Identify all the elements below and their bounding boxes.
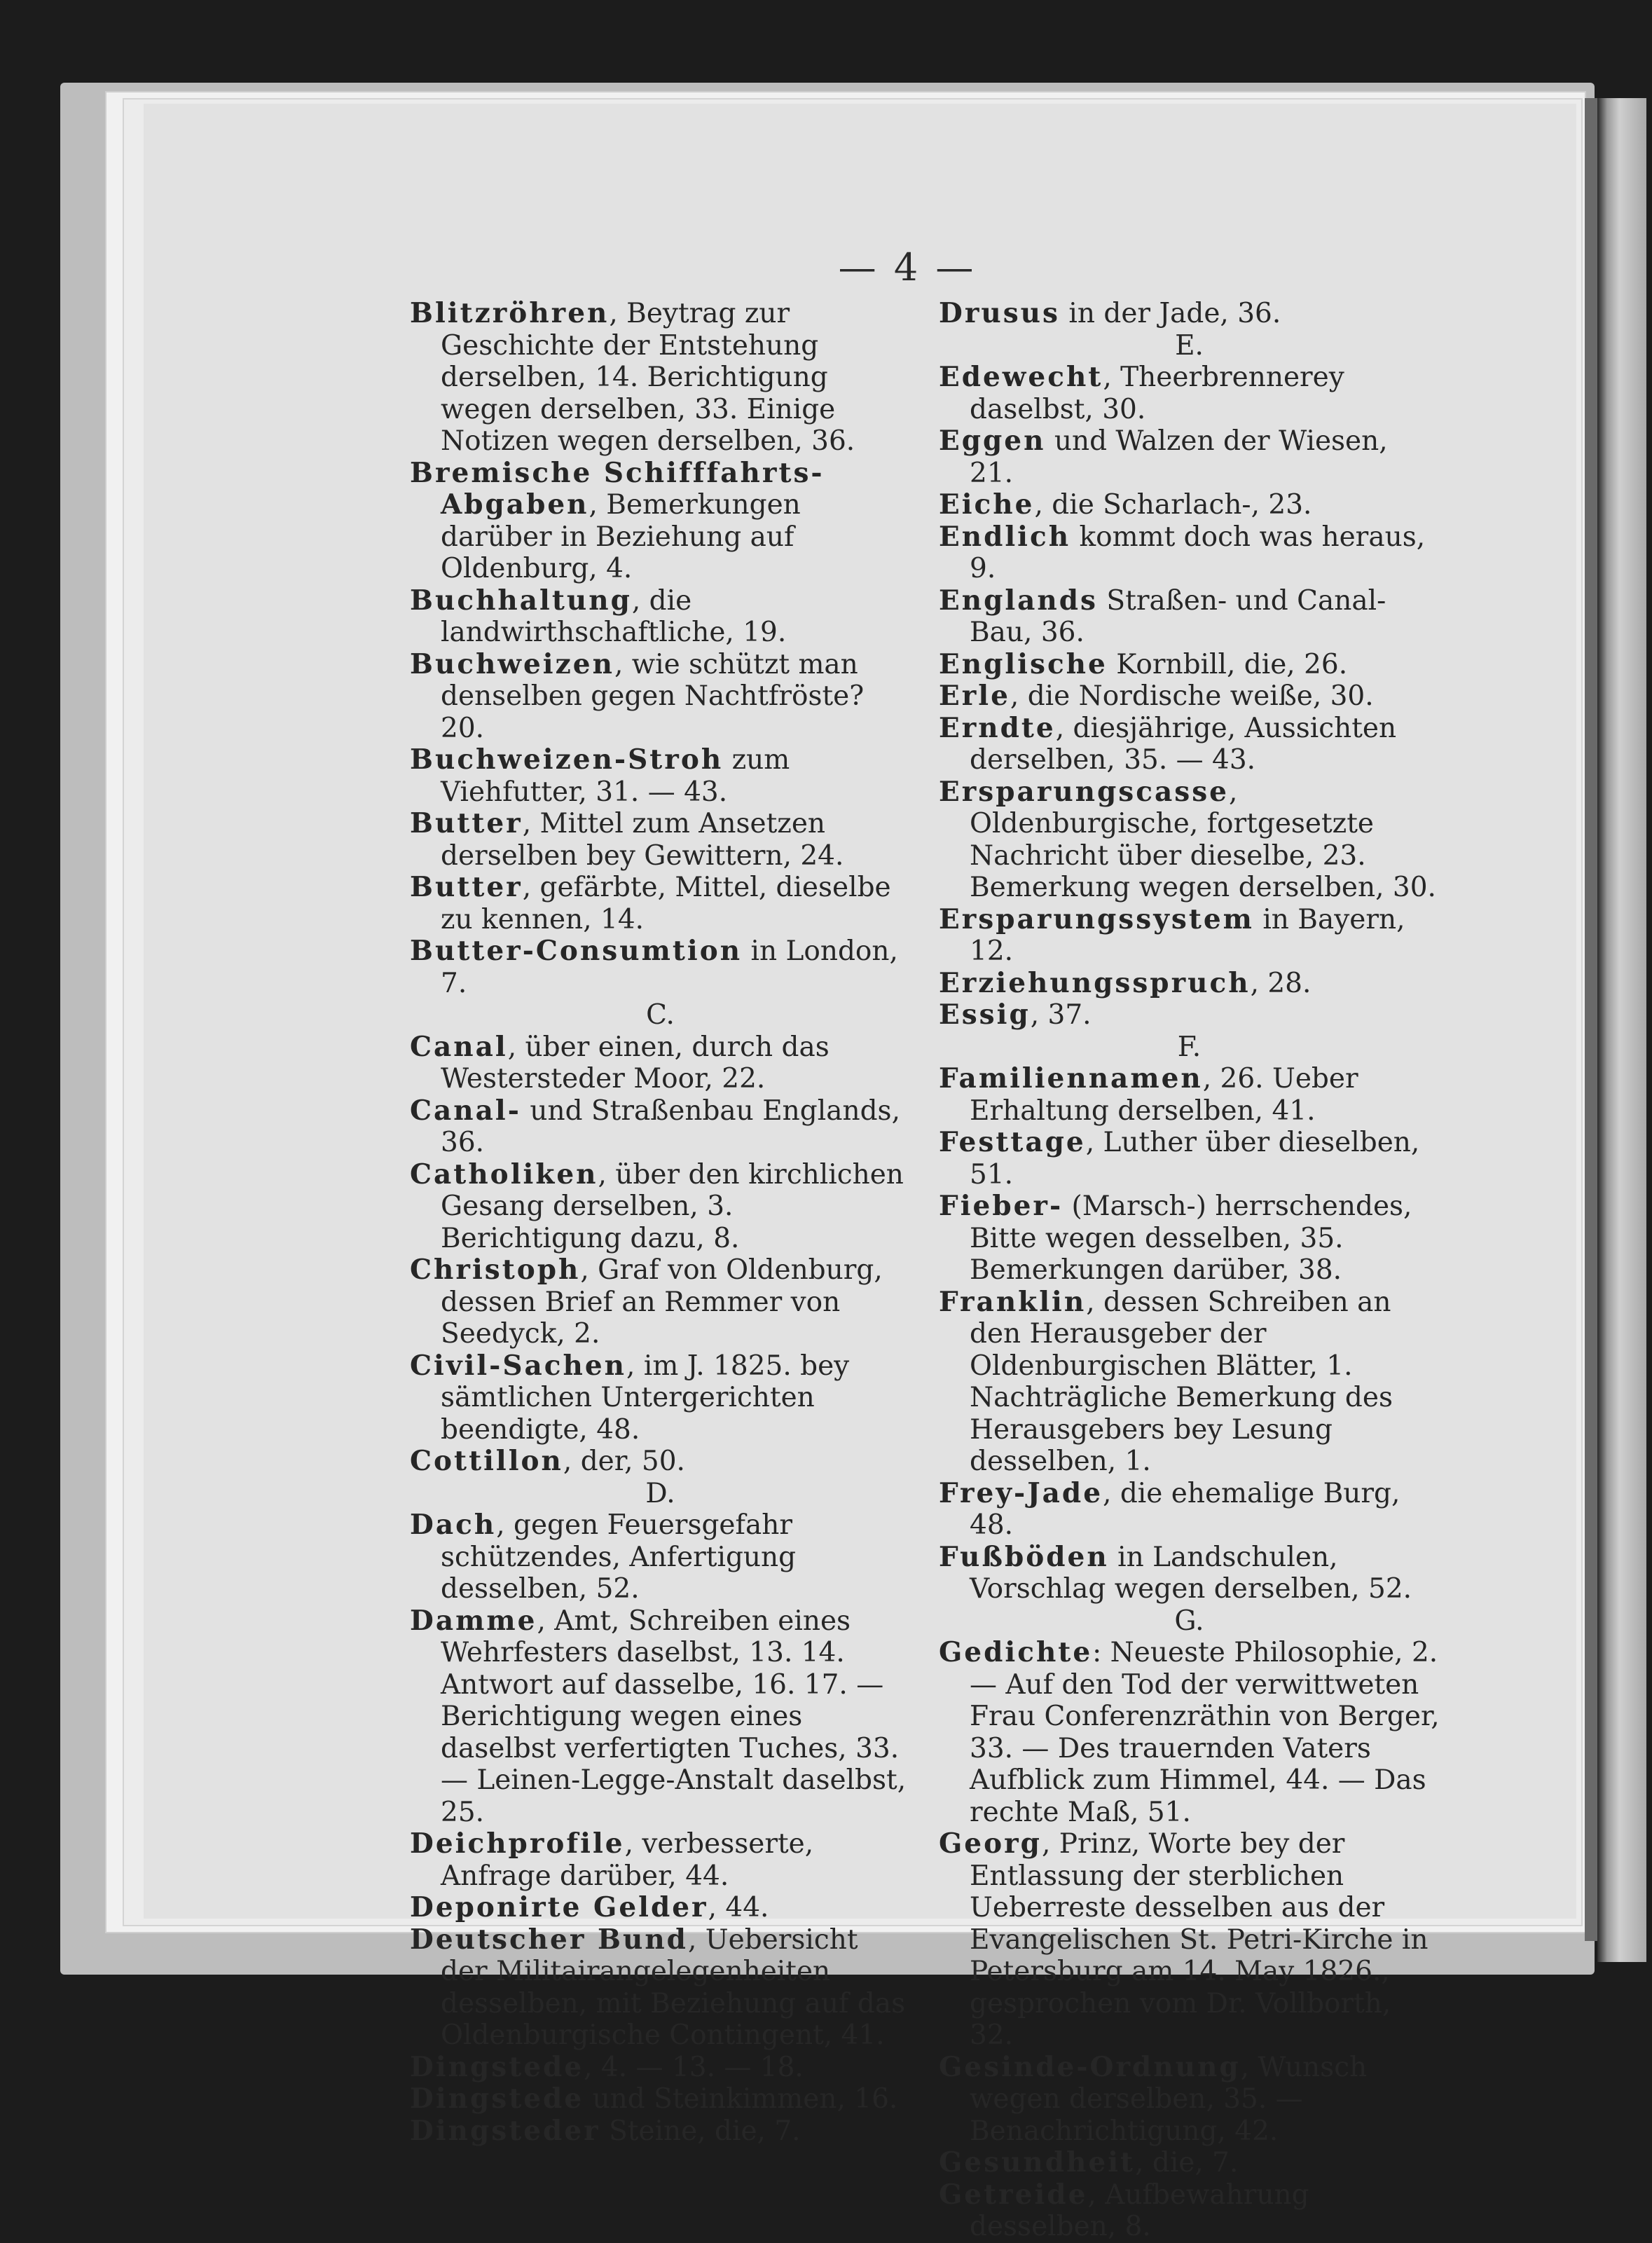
entry-text: , 4. — 13. — 18.	[584, 2051, 804, 2083]
index-entry	[939, 2147, 1440, 2179]
section-letter: E.	[1175, 329, 1204, 362]
index-entry	[410, 1254, 911, 1350]
index-entry	[410, 2083, 911, 2115]
entry-headword: Ersparungssystem	[939, 903, 1254, 935]
index-entry	[939, 521, 1440, 585]
index-entry	[410, 2052, 911, 2084]
entry-text: in Bayern, 12.	[970, 903, 1405, 967]
entry-headword: Dingstede	[410, 2083, 584, 2115]
entry-text: und Steinkimmen, 16.	[584, 2083, 898, 2115]
entry-headword: Erle	[939, 680, 1010, 712]
entry-headword: Franklin	[939, 1285, 1087, 1318]
index-entry	[939, 1478, 1440, 1542]
entry-text: Kornbill, die, 26.	[1107, 648, 1348, 680]
entry-text: , Amt, Schreiben eines Wehrfesters daselbst, 13. 14. Antwort auf dasselbe, 16. 17. — Berichtigung wegen eines daselbst verfertigten Tuches, 33. — Leinen-Legge-Anstalt daselbst, 25.	[441, 1605, 907, 1828]
index-entry	[410, 585, 911, 649]
entry-text: , Graf von Oldenburg, dessen Brief an Remmer von Seedyck, 2.	[441, 1254, 883, 1350]
index-entry	[410, 1605, 911, 1829]
entry-headword: Frey-Jade	[939, 1476, 1103, 1509]
section-letter: C.	[646, 999, 675, 1031]
index-entry	[939, 585, 1440, 649]
entry-text: , diesjährige, Aussichten derselben, 35. — 43.	[970, 712, 1397, 776]
entry-text: , Wunsch wegen derselben, 35. — Benachrichtigung, 42.	[970, 2051, 1368, 2147]
index-entry	[410, 2115, 911, 2148]
entry-headword: Eggen	[939, 425, 1046, 457]
entry-text: Straßen- und Canal-Bau, 36.	[970, 584, 1386, 648]
page-number: — 4 —	[838, 245, 977, 289]
entry-text: , gegen Feuersgefahr schützendes, Anfertigung desselben, 52.	[441, 1509, 797, 1605]
index-entry	[939, 968, 1440, 1000]
section-letter: D.	[645, 1477, 675, 1509]
index-entry	[410, 1159, 911, 1255]
entry-text: , Uebersicht der Militairangelegenheiten desselben, mit Beziehung auf das Oldenburgische Contingent, 41.	[441, 1923, 906, 2051]
entry-headword: Ersparungscasse	[939, 775, 1229, 808]
entry-headword: Canal	[410, 1030, 508, 1063]
entry-text: , 26. Ueber Erhaltung derselben, 41.	[970, 1063, 1358, 1127]
entry-text: zum Viehfutter, 31. — 43.	[441, 744, 790, 808]
entry-headword: Catholiken	[410, 1158, 598, 1191]
entry-text: , gefärbte, Mittel, dieselbe zu kennen, 14.	[441, 872, 891, 935]
entry-headword: Butter	[410, 871, 523, 903]
facing-page-edge	[1597, 98, 1646, 1962]
index-entry	[939, 1828, 1440, 2052]
index-entry	[939, 680, 1440, 713]
entry-text: , 28.	[1250, 967, 1312, 999]
index-entry	[939, 1287, 1440, 1478]
index-entry	[939, 1127, 1440, 1191]
entry-text: , Theerbrennerey daselbst, 30.	[970, 362, 1344, 425]
entry-headword: Dach	[410, 1509, 497, 1541]
index-entry	[939, 1063, 1440, 1127]
entry-text: Steine, die, 7.	[600, 2115, 801, 2147]
index-entry	[939, 425, 1440, 489]
index-column-left	[410, 298, 911, 2147]
entry-text: in Landschulen, Vorschlag wegen derselben, 52.	[970, 1541, 1412, 1605]
entry-text: , im J. 1825. bey sämtlichen Untergerichten beendigte, 48.	[441, 1350, 850, 1446]
entry-text: , die, 7.	[1135, 2147, 1239, 2179]
entry-headword: Englands	[939, 584, 1099, 617]
entry-text: und Straßenbau Englands, 36.	[441, 1095, 900, 1158]
entry-headword: Dingstede	[410, 2050, 584, 2083]
entry-headword: Buchweizen	[410, 647, 614, 680]
index-entry	[410, 808, 911, 872]
index-entry	[410, 1828, 911, 1892]
index-entry	[410, 649, 911, 745]
entry-headword: Erndte	[939, 711, 1056, 744]
entry-text: , der, 50.	[563, 1446, 685, 1477]
index-entry	[939, 1637, 1440, 1828]
entry-headword: Butter-Consumtion	[410, 935, 743, 967]
entry-headword: Buchweizen-Stroh	[410, 743, 724, 776]
entry-headword: Gedichte	[939, 1636, 1093, 1668]
index-entry	[410, 935, 911, 999]
entry-headword: Gesundheit	[939, 2146, 1136, 2179]
entry-headword: Fieber-	[939, 1190, 1064, 1222]
entry-text: und Walzen der Wiesen, 21.	[970, 425, 1388, 489]
index-entry	[410, 1031, 911, 1095]
entry-text: , Oldenburgische, fortgesetzte Nachricht über dieselbe, 23. Bemerkung wegen derselben, 30.	[970, 776, 1436, 903]
entry-headword: Georg	[939, 1827, 1042, 1860]
entry-headword: Festtage	[939, 1126, 1086, 1158]
index-entry	[939, 362, 1440, 425]
entry-headword: Essig	[939, 999, 1031, 1031]
entry-headword: Gesinde-Ordnung	[939, 2050, 1241, 2083]
index-entry	[939, 489, 1440, 521]
entry-headword: Deichprofile	[410, 1827, 625, 1860]
entry-text: , dessen Schreiben an den Herausgeber der Oldenburgischen Blätter, 1. Nachträgliche Bemerkung des Herausgebers bey Lesung desselben, 1.	[970, 1286, 1393, 1477]
entry-headword: Blitzröhren	[410, 297, 610, 329]
entry-headword: Butter	[410, 807, 523, 839]
index-entry	[939, 649, 1440, 681]
index-entry	[410, 872, 911, 935]
entry-headword: Bremische Schifffahrts-Abgaben	[410, 456, 825, 521]
entry-text: , Beytrag zur Geschichte der Entstehung derselben, 14. Berichtigung wegen derselben, 33. Einige Notizen wegen derselben, 36.	[441, 298, 855, 457]
entry-headword: Familiennamen	[939, 1062, 1203, 1095]
entry-text: in London, 7.	[441, 935, 898, 999]
entry-text: , über einen, durch das Westersteder Moor, 22.	[441, 1031, 830, 1095]
entry-text: , die Nordische weiße, 30.	[1010, 680, 1374, 712]
entry-text: , Bemerkungen darüber in Beziehung auf Oldenburg, 4.	[441, 489, 801, 584]
index-entry	[410, 298, 911, 458]
index-entry	[939, 1191, 1440, 1287]
entry-text: , über den kirchlichen Gesang derselben, 3. Berichtigung dazu, 8.	[441, 1158, 904, 1254]
entry-text: (Marsch-) herrschendes, Bitte wegen desselben, 35. Bemerkungen darüber, 38.	[970, 1191, 1412, 1286]
entry-headword: Canal-	[410, 1094, 521, 1127]
index-entry	[939, 298, 1440, 330]
index-entry	[410, 458, 911, 585]
entry-headword: Civil-Sachen	[410, 1349, 627, 1382]
entry-headword: Deponirte Gelder	[410, 1891, 708, 1923]
section-letter: G.	[1174, 1605, 1204, 1637]
index-entry	[410, 1350, 911, 1446]
entry-headword: Fußböden	[939, 1540, 1109, 1573]
entry-text: kommt doch was heraus, 9.	[970, 521, 1426, 584]
entry-headword: Englische	[939, 647, 1108, 680]
entry-text: , die ehemalige Burg, 48.	[970, 1477, 1400, 1541]
entry-text: , Aufbewahrung desselben, 8.	[970, 2179, 1309, 2242]
index-entry	[939, 1542, 1440, 1605]
entry-text: , 37.	[1030, 999, 1092, 1031]
entry-headword: Eiche	[939, 488, 1035, 521]
entry-text: , wie schützt man denselben gegen Nachtfröste? 20.	[441, 648, 865, 744]
entry-text: , Mittel zum Ansetzen derselben bey Gewittern, 24.	[441, 808, 844, 872]
index-entry	[410, 1095, 911, 1159]
index-entry	[410, 744, 911, 808]
index-column-right	[939, 298, 1440, 2243]
entry-headword: Deutscher Bund	[410, 1923, 688, 1956]
entry-text: : Neueste Philosophie, 2. — Auf den Tod der verwittweten Frau Conferenzräthin von Berger, 33. — Des trauernden Vaters Aufblick zum Himmel, 44. — Das rechte Maß, 51.	[970, 1637, 1440, 1828]
index-entry	[939, 776, 1440, 904]
entry-headword: Christoph	[410, 1254, 581, 1286]
index-entry	[939, 2052, 1440, 2148]
section-letter: F.	[1177, 1031, 1202, 1063]
index-entry	[410, 1924, 911, 2052]
index-entry	[939, 904, 1440, 968]
book-gutter	[1585, 98, 1597, 1941]
index-entry	[410, 1892, 911, 1924]
entry-text: , die Scharlach-, 23.	[1034, 489, 1312, 521]
entry-headword: Drusus	[939, 297, 1060, 329]
entry-headword: Edewecht	[939, 361, 1103, 393]
entry-text: , Luther über dieselben, 51.	[970, 1127, 1420, 1191]
index-entry	[410, 1446, 911, 1478]
entry-text: , Prinz, Worte bey der Entlassung der sterblichen Ueberreste desselben aus der Evangelischen St. Petri-Kirche in Petersburg am 14. May 1826., gesprochen vom Dr. Vollborth, 32.	[970, 1828, 1429, 2051]
index-entry	[410, 1509, 911, 1605]
index-entry	[939, 713, 1440, 776]
entry-headword: Buchhaltung	[410, 584, 632, 617]
entry-headword: Dingsteder	[410, 2114, 600, 2147]
index-entry	[939, 999, 1440, 1031]
entry-text: , 44.	[708, 1892, 769, 1923]
entry-headword: Endlich	[939, 520, 1071, 553]
entry-headword: Cottillon	[410, 1445, 563, 1477]
entry-headword: Erziehungsspruch	[939, 966, 1251, 999]
entry-text: , die landwirthschaftliche, 19.	[441, 584, 787, 648]
index-entry	[939, 2179, 1440, 2243]
entry-headword: Damme	[410, 1604, 537, 1637]
entry-text: , verbesserte, Anfrage darüber, 44.	[441, 1828, 814, 1892]
entry-text: in der Jade, 36.	[1060, 298, 1281, 329]
entry-headword: Getreide	[939, 2178, 1088, 2211]
